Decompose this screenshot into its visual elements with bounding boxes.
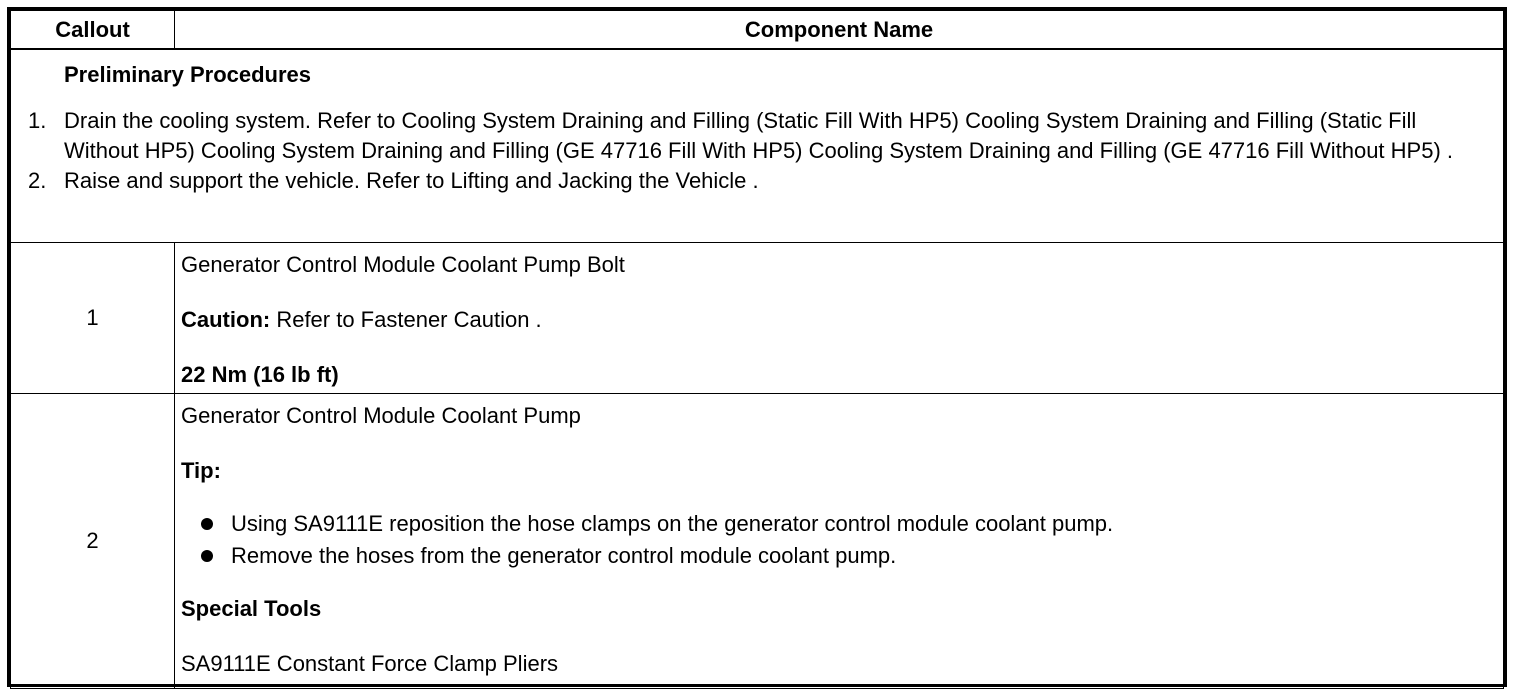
special-tools-label: Special Tools xyxy=(181,596,322,621)
callout-header: Callout xyxy=(11,11,175,50)
tip-note xyxy=(181,458,1503,484)
component-name-header: Component Name xyxy=(175,11,1504,50)
special-tool-item: SA9111E Constant Force Clamp Pliers xyxy=(181,651,559,676)
callout-number: 2 xyxy=(11,394,175,689)
caution-label: Caution: xyxy=(181,307,271,332)
preliminary-step xyxy=(11,106,1503,166)
preliminary-procedures-title: Preliminary Procedures xyxy=(64,62,312,87)
tip-text: Remove the hoses from the generator control module coolant pump. xyxy=(231,543,897,568)
preliminary-steps-list xyxy=(11,106,1503,196)
step-number: 2. xyxy=(28,168,47,193)
bullet-icon xyxy=(201,550,213,562)
caution-text: Refer to Fastener Caution . xyxy=(270,307,542,332)
bullet-icon xyxy=(201,518,213,530)
preliminary-step xyxy=(11,166,1503,196)
list-item xyxy=(181,540,1503,572)
tip-label: Tip: xyxy=(181,458,221,483)
component-cell xyxy=(175,243,1504,394)
procedure-table-frame xyxy=(7,7,1507,687)
preliminary-procedures-row xyxy=(11,49,1504,243)
component-name: Generator Control Module Coolant Pump Bolt xyxy=(181,252,625,277)
procedure-table xyxy=(10,10,1504,689)
step-text: Raise and support the vehicle. Refer to Lifting and Jacking the Vehicle . xyxy=(64,168,759,193)
table-row xyxy=(11,394,1504,689)
table-row xyxy=(11,243,1504,394)
torque-spec xyxy=(181,362,1503,388)
preliminary-procedures-cell xyxy=(11,49,1504,243)
torque-value: 22 Nm (16 lb ft) xyxy=(181,362,339,387)
tip-list xyxy=(181,508,1503,572)
list-item xyxy=(181,508,1503,540)
table-header-row xyxy=(11,11,1504,50)
component-name: Generator Control Module Coolant Pump xyxy=(181,403,581,428)
tip-text: Using SA9111E reposition the hose clamps on the generator control module coolant pump. xyxy=(231,511,1114,536)
step-text: Drain the cooling system. Refer to Cooling System Draining and Filling (Static Fill With HP5) Cooling System Draining and Filling (Static Fill Without HP5) Cooling System Draining and Filling (GE 47716 Fill With HP5) Cooling System Draining and Filling (GE 47716 Fill Without HP5) . xyxy=(64,108,1453,163)
callout-number: 1 xyxy=(11,243,175,394)
special-tools-heading xyxy=(181,596,1503,622)
caution-note xyxy=(181,307,1503,333)
component-cell xyxy=(175,394,1504,689)
step-number: 1. xyxy=(28,108,47,133)
